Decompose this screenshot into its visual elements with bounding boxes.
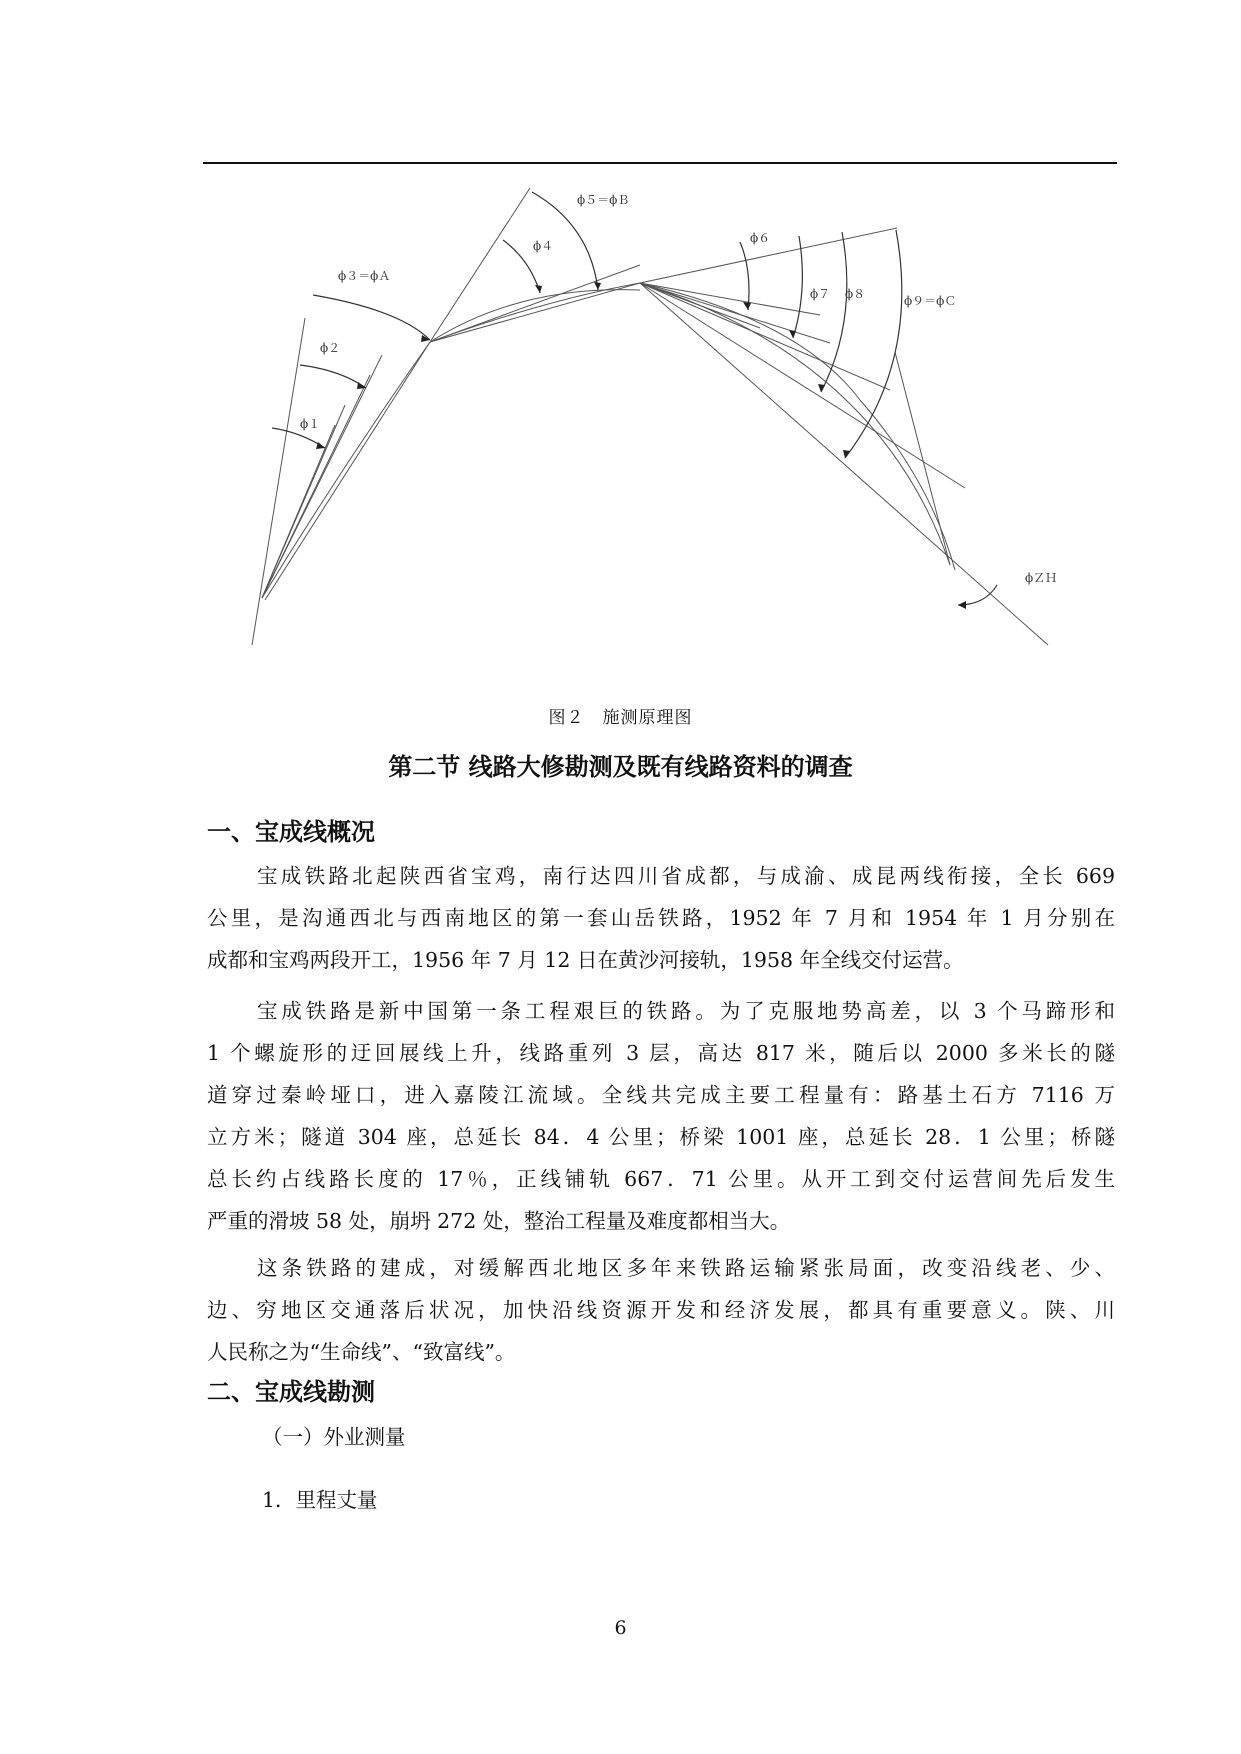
- subheading-field-survey: （一）外业测量: [262, 1425, 406, 1449]
- phi1-label: ϕ１: [300, 417, 321, 431]
- paragraph-3: [207, 1247, 1115, 1373]
- phi2-label: ϕ２: [320, 341, 341, 355]
- subheading-mileage: 1．里程丈量: [262, 1488, 378, 1512]
- text-line: 立方米；隧道 304 座，总延长 84．4 公里；桥梁 1001 座，总延长 28．1 公里；桥隧: [207, 1125, 1115, 1149]
- section-title: 第二节 线路大修勘测及既有线路资料的调查: [388, 753, 853, 781]
- text-line: 宝成铁路北起陕西省宝鸡，南行达四川省成都，与成渝、成昆两线衔接，全长 669: [257, 864, 1115, 888]
- text-line: 这条铁路的建成，对缓解西北地区多年来铁路运输紧张局面，改变沿线老、少、: [257, 1256, 1115, 1280]
- text-line: 严重的滑坡 58 处，崩坍 272 处，整治工程量及难度都相当大。: [207, 1209, 791, 1233]
- paragraph-2: [207, 990, 1115, 1242]
- survey-principle-diagram: [0, 0, 1241, 700]
- page-number: 6: [614, 1617, 627, 1639]
- phi6-label: ϕ６: [750, 231, 771, 245]
- text-line: 总长约占线路长度的 17％，正线铺轨 667．71 公里。从开工到交付运营间先后发生: [207, 1167, 1115, 1191]
- text-line: 公里，是沟通西北与西南地区的第一套山岳铁路，1952 年 7 月和 1954 年 1 月分别在: [207, 906, 1115, 930]
- phizh-label: ϕＺＨ: [1025, 571, 1058, 585]
- heading-survey: 二、宝成线勘测: [207, 1378, 375, 1406]
- text-line: 边、穷地区交通落后状况，加快沿线资源开发和经济发展，都具有重要意义。陕、川: [207, 1298, 1115, 1322]
- text-line: 成都和宝鸡两段开工，1956 年 7 月 12 日在黄沙河接轨，1958 年全线交付运营。: [207, 948, 964, 972]
- heading-overview: 一、宝成线概况: [207, 818, 375, 846]
- phi9-label: ϕ９＝ϕＣ: [904, 294, 957, 308]
- text-line: 人民称之为“生命线”、“致富线”。: [207, 1340, 516, 1364]
- text-line: 1 个螺旋形的迂回展线上升，线路重列 3 层，高达 817 米，随后以 2000 多米长的隧: [207, 1041, 1115, 1065]
- figure-caption: 图２ 施测原理图: [548, 708, 693, 728]
- phi7-label: ϕ７: [810, 287, 831, 301]
- paragraph-1: [207, 855, 1115, 981]
- text-line: 宝成铁路是新中国第一条工程艰巨的铁路。为了克服地势高差，以 3 个马蹄形和: [257, 999, 1115, 1023]
- phi3-label: ϕ３＝ϕＡ: [338, 269, 391, 283]
- phi5-label: ϕ５＝ϕＢ: [577, 193, 630, 207]
- text-line: 道穿过秦岭垭口，进入嘉陵江流域。全线共完成主要工程量有：路基土石方 7116 万: [207, 1083, 1115, 1107]
- phi8-label: ϕ８: [845, 287, 866, 301]
- phi4-label: ϕ４: [533, 239, 554, 253]
